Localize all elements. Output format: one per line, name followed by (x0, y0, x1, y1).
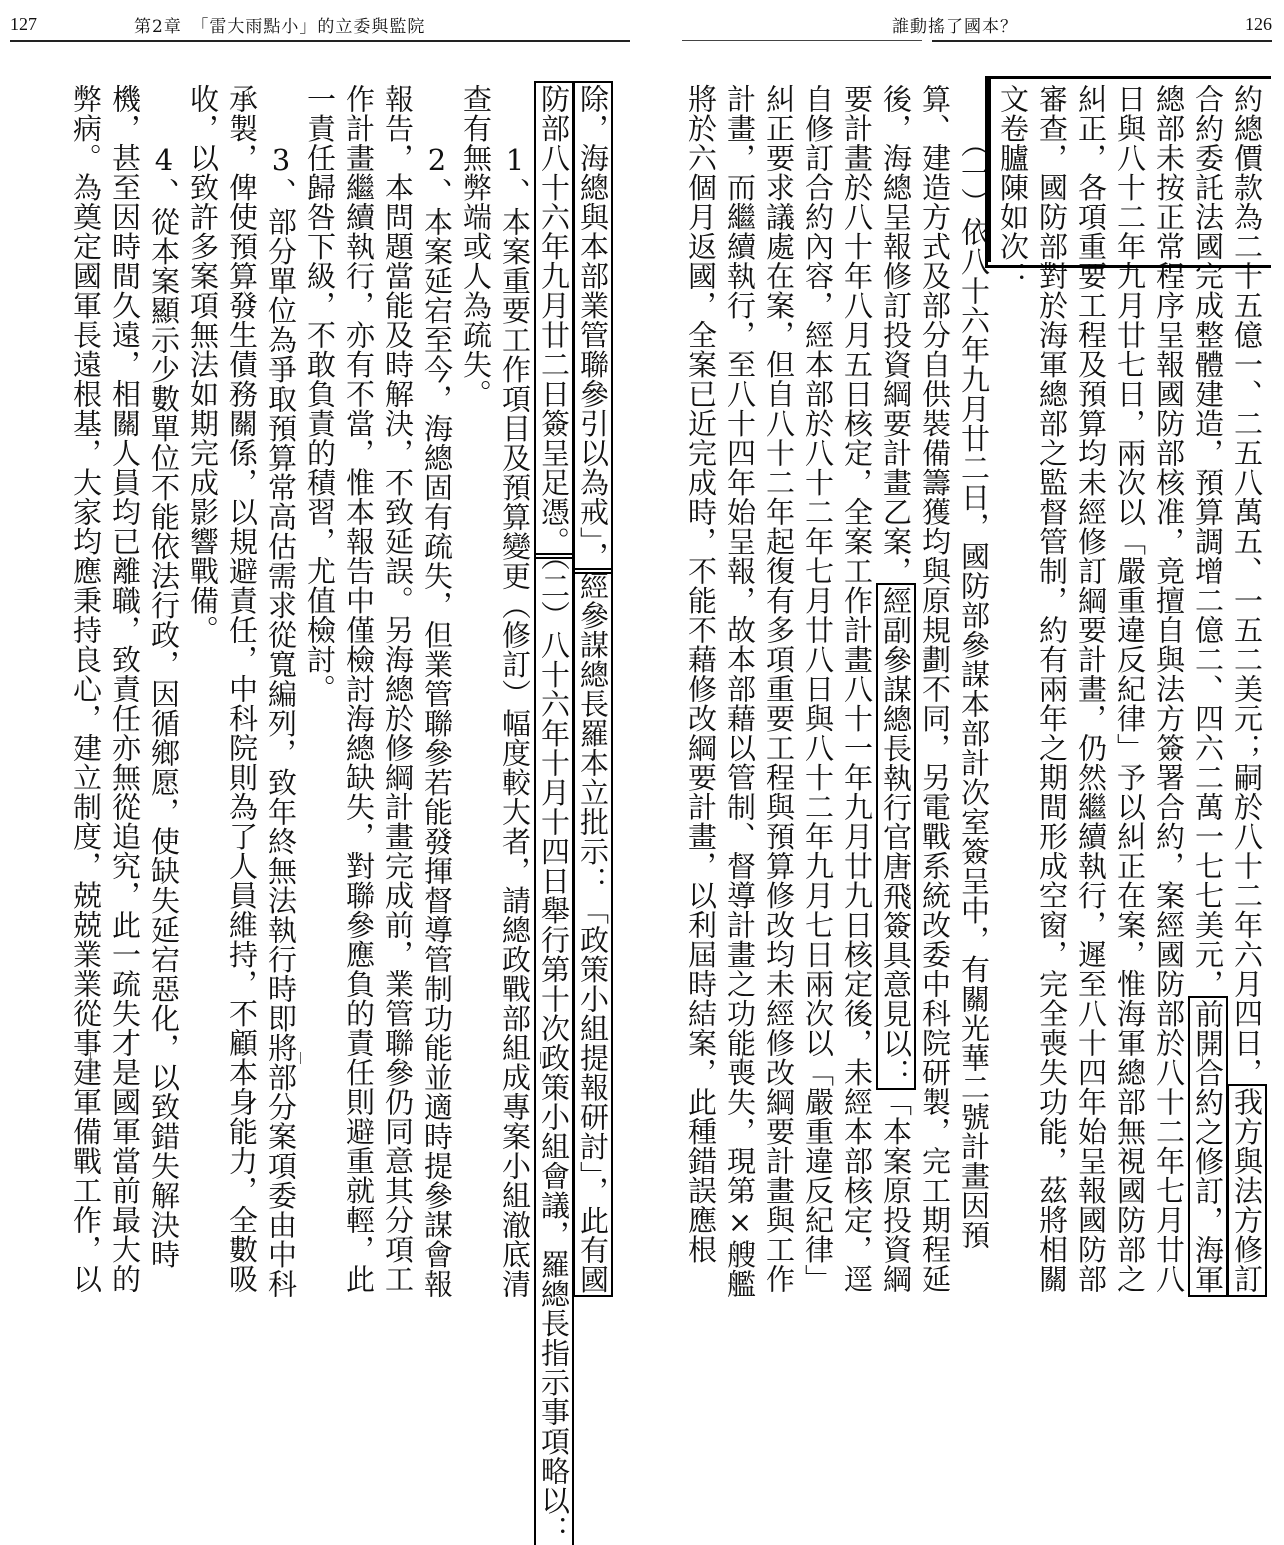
margin-tick (90, 1052, 91, 1064)
text-column: 自修訂合約內容，經本部於八十二年七月廿八日與八十二年九月七日兩次以「嚴重違反紀律」 (801, 84, 835, 1294)
text-columns (681, 84, 1266, 1299)
text-column: 總部未按正常程序呈報國防部核准，竟擅自與法方簽署合約，案經國防部於八十二年七月廿八 (1152, 84, 1186, 1294)
text-run: 後，海總呈報修訂投資綱要計畫乙案， (879, 84, 913, 586)
text-column: 2、本案延宕至今，海總固有疏失，但業管聯參若能發揮督導管制功能並適時提參謀會報 (420, 84, 454, 1299)
running-head: 第2章 「雷大雨點小」的立委與監院 (134, 17, 426, 37)
text-column: 一責任歸咎下級，不敢負責的積習，尤值檢討。 (303, 84, 337, 704)
text-column (1188, 84, 1227, 1294)
highlighted-passage: 除，海總與本部業管聯參引以為戒」， (576, 84, 610, 571)
margin-tick (982, 1052, 983, 1064)
page-number: 127 (10, 14, 37, 34)
header-rule (932, 40, 1272, 42)
margin-tick (742, 1052, 743, 1064)
text-column (534, 84, 573, 1545)
highlighted-passage: 經副參謀總長執行官唐飛簽具意見以： (879, 585, 913, 1087)
text-column (1227, 84, 1266, 1294)
text-column: 糾正，各項重要工程及預算均未經修訂綱要計畫，仍然繼續執行，遲至八十四年始呈報國防部 (1074, 84, 1108, 1294)
text-column: 要計畫於八十年八月五日核定，全案工作計畫八十一年九月廿九日核定後，未經本部核定，逕 (840, 84, 874, 1294)
text-column: 糾正要求議處在案，但自八十二年起復有多項重要工程與預算修改均未經修改綱要計畫與工作 (762, 84, 796, 1294)
text-column: 文卷臚陳如次： (996, 84, 1030, 291)
text-column: 算、建造方式及部分自供裝備籌獲均與原規劃不同，另電戰系統改委中科院研製，完工期程延 (918, 84, 952, 1294)
text-column: 4、從本案顯示少數單位不能依法行政，因循鄉愿，使缺失延宕惡化，以致錯失解決時 (147, 84, 181, 1269)
text-column: 查有無弊端或人為疏失。 (459, 84, 493, 409)
margin-tick (1202, 1052, 1203, 1064)
text-column (876, 84, 915, 1294)
text-column (573, 84, 612, 1294)
margin-tick (300, 1052, 301, 1064)
text-column: 作計畫繼續執行，亦有不當，惟本報告中僅檢討海總缺失，對聯參應負的責任則避重就輕，此 (342, 84, 376, 1294)
text-column: 日與八十二年九月廿七日，兩次以「嚴重違反紀律」予以糾正在案，惟海軍總部無視國防部之 (1113, 84, 1147, 1294)
header-rule (10, 40, 630, 42)
text-column: 收，以致許多案項無法如期完成影響戰備。 (186, 84, 220, 645)
highlighted-passage: 經參謀總長羅本立批示：「政策小組提報研討」，此有國 (576, 571, 610, 1294)
text-run: 合約委託法國完成整體建造，預算調增二億二、四六二萬一七七美元， (1191, 84, 1225, 999)
page-number: 126 (1245, 14, 1272, 34)
highlighted-passage: 前開合約之修訂，海軍 (1191, 998, 1225, 1294)
text-column: 報告，本問題當能及時解決，不致延誤。另海總於修綱計畫完成前，業管聯參仍同意其分項工 (381, 84, 415, 1294)
highlighted-passage: 防部八十六年九月廿二日簽呈足憑。 (537, 84, 571, 556)
right-page (642, 0, 1284, 1299)
margin-tick (540, 1052, 541, 1064)
text-column: （一）依八十六年九月廿二日，國防部參謀本部計次室簽呈中，有關光華二號計畫因預 (957, 84, 991, 1250)
header-rule (682, 40, 922, 41)
text-column: 1、本案重要工作項目及預算變更（修訂）幅度較大者，請總政戰部組成專案小組澈底清 (498, 84, 532, 1299)
text-column: 將於六個月返國，全案已近完成時，不能不藉修改綱要計畫，以利屆時結案，此種錯誤應根 (684, 84, 718, 1264)
text-column: 3、部分單位為爭取預算常高估需求從寬編列，致年終無法執行時即將部分案項委由中科 (264, 84, 298, 1299)
text-run: 「本案原投資綱 (879, 1087, 913, 1294)
text-column: 計畫，而繼續執行，至八十四年始呈報，故本部藉以管制、督導計畫之功能喪失，現第×艘艦 (723, 84, 757, 1299)
text-columns (12, 84, 612, 1545)
text-run: 約總價款為二十五億一、二五八萬五、一五二美元；嗣於八十二年六月四日， (1230, 84, 1264, 1087)
text-column: 機，甚至因時間久遠，相關人員均已離職，致責任亦無從追究，此一疏失才是國軍當前最大的 (108, 84, 142, 1294)
highlighted-passage: 我方與法方修訂 (1230, 1087, 1264, 1294)
highlighted-passage: （二）八十六年十月十四日舉行第十次政策小組會議，羅總長指示事項略以： (537, 556, 571, 1545)
text-column: 承製，俾使預算發生債務關係，以規避責任，中科院則為了人員維持，不顧本身能力，全數吸 (225, 84, 259, 1294)
running-head: 誰動搖了國本？ (892, 17, 1018, 37)
text-column: 弊病。為奠定國軍長遠根基，大家均應秉持良心，建立制度，兢兢業業從事建軍備戰工作，以 (69, 84, 103, 1294)
text-column: 審查，國防部對於海軍總部之監督管制，約有兩年之期間形成空窗，完全喪失功能，茲將相關 (1035, 84, 1069, 1294)
